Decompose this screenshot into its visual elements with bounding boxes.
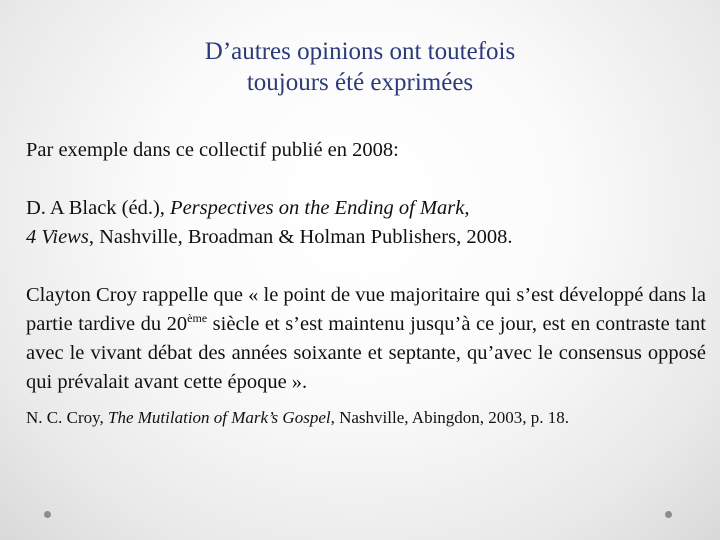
- quote-paragraph: [26, 281, 706, 397]
- spacer: [26, 165, 706, 194]
- book-author: D. A Black (éd.),: [26, 197, 171, 219]
- reference-author: N. C. Croy,: [26, 408, 109, 427]
- quote-superscript: ème: [187, 311, 208, 325]
- slide-title-line-1: D’autres opinions ont toutefois: [204, 38, 516, 65]
- quote-text-end: siècle et s’est maintenu jusqu’à ce jour, est en contraste tant avec le vivant débat des années soixante et septante, qu’avec le consensus opposé qui prévalait avant cette époque ».: [26, 313, 706, 393]
- quote-text-start: Clayton Croy rappelle que « le point de vue majoritaire qui s’est développé dans la partie tardive du 20: [26, 284, 706, 335]
- book-publisher: , Nashville, Broadman & Holman Publishers, 2008.: [88, 226, 513, 248]
- decorative-dot-right: [665, 511, 672, 518]
- slide-body: [26, 136, 706, 429]
- book-citation: [26, 194, 706, 252]
- book-title-line-2: 4 Views: [26, 226, 89, 248]
- reference-title: The Mutilation of Mark’s Gospel: [108, 408, 331, 427]
- reference-details: , Nashville, Abingdon, 2003, p. 18.: [330, 408, 570, 427]
- decorative-dot-left: [44, 511, 51, 518]
- slide-title: [0, 36, 720, 98]
- slide-title-line-2: toujours été exprimées: [246, 69, 474, 96]
- book-title-line-1: Perspectives on the Ending of Mark,: [170, 197, 470, 219]
- intro-text: Par exemple dans ce collectif publié en 2008:: [26, 139, 399, 161]
- spacer: [26, 252, 706, 281]
- reference-citation: [26, 407, 706, 429]
